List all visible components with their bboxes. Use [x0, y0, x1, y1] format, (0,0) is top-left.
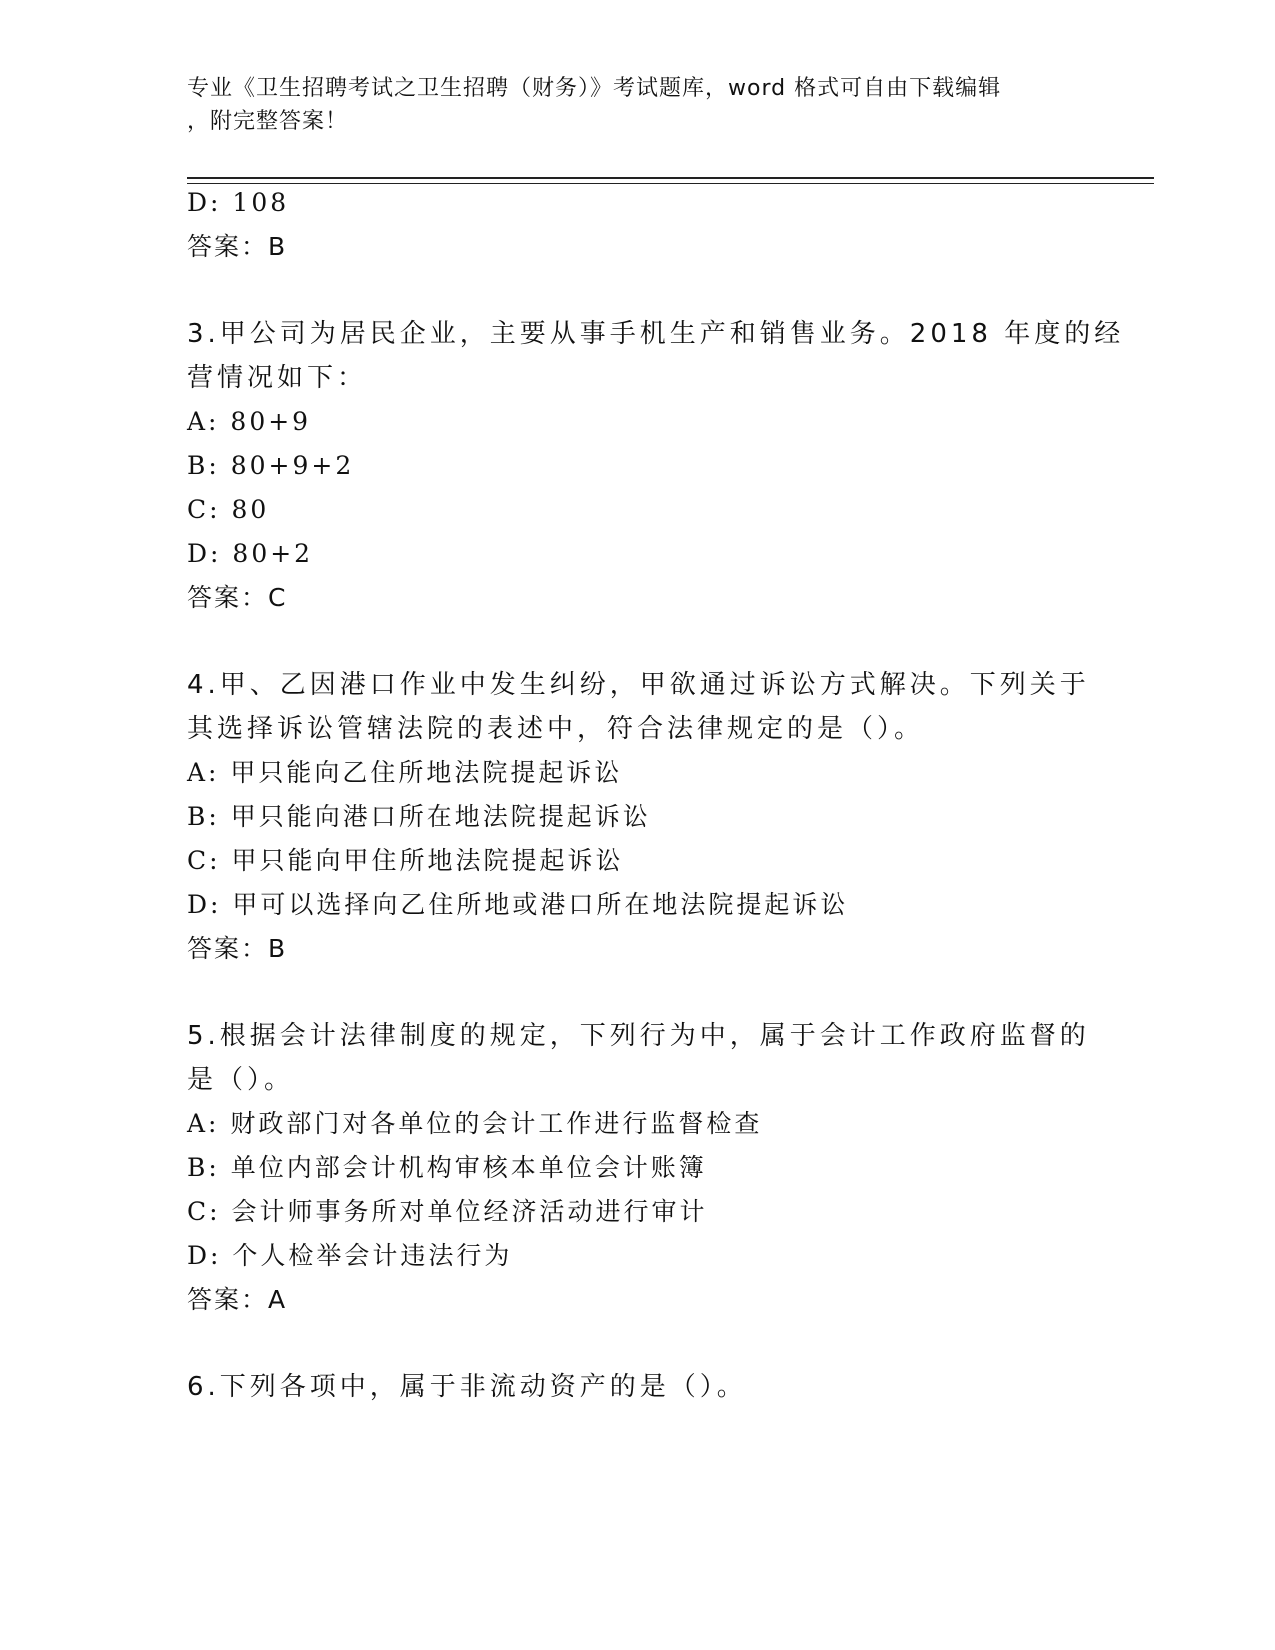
answer: 答案：C — [187, 583, 288, 612]
option-a: A: 80+9 — [187, 407, 312, 436]
header-line-2: ，附完整答案！ — [187, 109, 349, 134]
option-b: B: 甲只能向港口所在地法院提起诉讼 — [187, 802, 651, 831]
question-stem-line-2: 是（）。 — [187, 1065, 295, 1095]
header-divider-thick — [187, 177, 1154, 179]
option-c: C: 会计师事务所对单位经济活动进行审计 — [187, 1197, 708, 1226]
option-c: C: 甲只能向甲住所地法院提起诉讼 — [187, 846, 624, 875]
header-divider-thin — [187, 183, 1154, 184]
option-b: B: 单位内部会计机构审核本单位会计账簿 — [187, 1153, 707, 1182]
header-line-1: 专业《卫生招聘考试之卫生招聘（财务）》考试题库，word 格式可自由下载编辑 — [187, 76, 1002, 101]
question-stem-line-1: 5.根据会计法律制度的规定，下列行为中，属于会计工作政府监督的 — [187, 1021, 1090, 1051]
option-a: A: 财政部门对各单位的会计工作进行监督检查 — [187, 1109, 763, 1138]
option-d: D: 个人检举会计违法行为 — [187, 1241, 513, 1270]
option-c: C: 80 — [187, 495, 270, 524]
option-d: D: 108 — [187, 188, 290, 217]
question-stem-line-2: 其选择诉讼管辖法院的表述中，符合法律规定的是（）。 — [187, 714, 925, 744]
question-stem-line-1: 6.下列各项中，属于非流动资产的是（）。 — [187, 1372, 747, 1402]
document-header — [187, 72, 1067, 138]
answer: 答案：B — [187, 232, 288, 261]
answer: 答案：A — [187, 1285, 288, 1314]
question-stem-line-2: 营情况如下： — [187, 363, 368, 393]
answer: 答案：B — [187, 934, 288, 963]
question-stem-line-1: 3.甲公司为居民企业，主要从事手机生产和销售业务。2018 年度的经 — [187, 319, 1125, 349]
option-a: A: 甲只能向乙住所地法院提起诉讼 — [187, 758, 623, 787]
option-d: D: 80+2 — [187, 539, 314, 568]
option-d: D: 甲可以选择向乙住所地或港口所在地法院提起诉讼 — [187, 890, 849, 919]
question-stem-line-1: 4.甲、乙因港口作业中发生纠纷，甲欲通过诉讼方式解决。下列关于 — [187, 670, 1090, 700]
option-b: B: 80+9+2 — [187, 451, 355, 480]
